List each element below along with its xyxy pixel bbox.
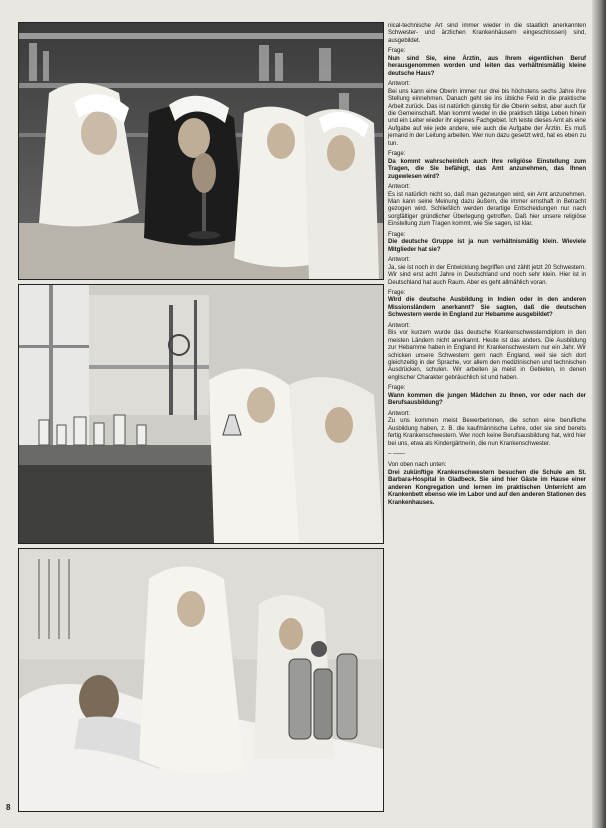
page-edge-shadow xyxy=(592,0,606,828)
interview-label: Frage: xyxy=(388,384,406,392)
article-text-column xyxy=(388,22,586,812)
interview-label: Antwort: xyxy=(388,256,410,264)
interview-label: Frage: xyxy=(388,230,406,238)
interview-label: Von oben nach unten: xyxy=(388,461,447,469)
interview-answer-text: Bis vor kurzem wurde das deutsche Krankenschwesterndiplom in den meisten Ländern nicht anerkannt. Heute ist das anders. Die Ausbildung zur Hebamme haben in England ihr Krankenschwestern nur ein Jahr. Wir schicken unsere Schwestern gern nach England, weil sie sich dort gleichzeitig in der Sprache, vor allem den medizinischen und technischen Ausdrücken, schulen. Wir arbeiten ja meist in Gebieten, in denen englischer Charakter gebräuchlich ist und haben. xyxy=(388,329,586,381)
interview-label: Antwort: xyxy=(388,80,410,88)
photo-nuns-laboratory xyxy=(18,284,384,544)
interview-label: Antwort: xyxy=(388,321,410,329)
interview-label: Antwort: xyxy=(388,409,410,417)
interview-answer-text: Bei uns kann eine Oberin immer nur drei bis höchstens sechs Jahre ihre Stellung einnehmen. Danach geht sie ins übliche Feld in die praktische Arbeit zurück. Das ist natürlich günstig für die Oberin selbst, aber auch für die Gemeinschaft. Man kommt wieder in die praktisch tätige Leben hinein und ein Leiter wieder ihr eigenes Fachgebiet. Ich leiste dieses Amt als eine Aufgabe auf wie jede andere, wie auch die Aufgabe der Ärztin. Es muß jemand in der Leitung arbeiten. Wer nun dazu gesetzt wird, hat es eben zu tun. xyxy=(388,87,586,147)
interview-label: Frage: xyxy=(388,288,406,296)
interview-label: Antwort: xyxy=(388,183,410,191)
interview-question: Nun sind Sie, eine Ärztin, aus Ihrem eigentlichen Beruf herausgenommen worden und leiten das verhältnismäßig kleine deutsche Haus? xyxy=(388,54,586,77)
interview-question: Die deutsche Gruppe ist ja nun verhältnismäßig klein. Wieviele Mitglieder hat sie? xyxy=(388,238,586,253)
photo-nuns-anatomy-model xyxy=(18,22,384,280)
interview-answer-text: Es ist natürlich nicht so, daß man gezwungen wird, ein Amt anzunehmen. Man kann seine Meinung dazu äußern, die immer ernsthaft in Betracht gezogen wird. Schließlich werden derartige Entscheidungen nur nach sorgfältiger gründlicher Überlegung getroffen. Daß hier unsere religiöse Einstellung zum Tragen kommt, wie Sie sagen, ist klar. xyxy=(388,190,586,228)
interview-answer-text: Zu uns kommen meist Bewerberinnen, die schon eine berufliche Ausbildung haben, z. B. die kaufmännische Lehre, oder sie sind bereits fertig Krankenschwestern. Wer noch keine Berufsausbildung hat, wird hier bei uns, etwa als Kindergärtnerin, die nun Krankenschwester. xyxy=(388,417,586,447)
photo-nuns-patient-bedside xyxy=(18,548,384,812)
interview-label: Frage: xyxy=(388,47,406,55)
interview-answer-text: Ja, sie ist noch in der Entwicklung begriffen und zählt jetzt 20 Schwestern. Wir sind erst acht Jahre in Deutschland und noch sehr klein. Hier ist in Deutschland hat auch Raum. Aber es geht allmählich voran. xyxy=(388,263,586,286)
interview-label: Frage: xyxy=(388,150,406,158)
page-number: 8 xyxy=(6,803,11,812)
section-rule: – —— xyxy=(388,450,406,458)
interview-question: Wird die deutsche Ausbildung in Indien oder in den anderen Missionsländern anerkannt? Sie sagten, daß die deutschen Schwestern werde in England zur Hebamme ausgebildet? xyxy=(388,296,586,319)
interview-answer-text: nical-technische Art sind immer wieder in die staatlich anerkannten Schwester- und ärzlichen Krankenhäusern eingeschlossen) sind, ausgebildet. xyxy=(388,22,586,44)
interview-question: Da kommt wahrscheinlich auch Ihre religiöse Einstellung zum Tragen, die Sie befähigt, das Amt anzunehmen, das Ihnen zugewiesen wird? xyxy=(388,157,586,180)
interview-question: Wann kommen die jungen Mädchen zu Ihnen, vor oder nach der Berufsausbildung? xyxy=(388,391,586,407)
interview-question: Drei zukünftige Krankenschwestern besuchen die Schule am St. Barbara-Hospital in Gladbeck. Sie sind hier Gäste im Hause einer anderen Kongregation und lernen im praktischen Unterricht am Krankenbett ebenso wie im Labor und auf den anderen Stationen des Krankenhauses. xyxy=(388,468,586,506)
